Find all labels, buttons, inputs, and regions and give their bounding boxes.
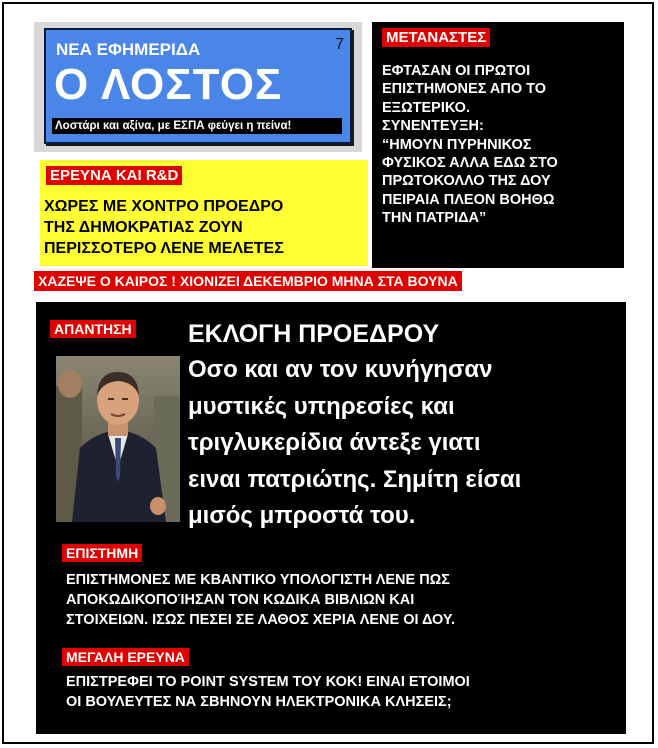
story-line: ΕΠΙΣΤΗΜΟΝΕΣ ΜΕ ΚΒΑΝΤΙΚΟ ΥΠΟΛΟΓΙΣΤΗ ΛΕΝΕ ΠΩΣ (66, 572, 451, 588)
story-line: ΠΡΩΤΟΚΟΛΛΟ ΤΗΣ ΔΟΥ (382, 173, 551, 190)
main-panel (36, 302, 626, 734)
migrants-label: ΜΕΤΑΝΑΣΤΕΣ (382, 28, 490, 47)
story-line: ΕΠΙΣΤΡΕΦΕΙ ΤΟ POINT SYSTEM ΤΟΥ ΚΟΚ! ΕΙΝΑΙ ΕΤΟΙΜΟΙ (66, 674, 470, 690)
story-line: ΣΥΝΕΝΤΕΥΞΗ: (382, 118, 484, 135)
story-line: ΕΦΤΑΣΑΝ ΟΙ ΠΡΩΤΟΙ (382, 63, 531, 79)
issue-number: 7 (335, 36, 344, 53)
masthead-kicker: ΝΕΑ ΕΦΗΜΕΡΙΔΑ (56, 40, 201, 59)
research-body (44, 196, 364, 259)
story-line: ΕΠΙΣΤΗΜΟΝΕΣ ΑΠΟ ΤΟ (382, 81, 547, 98)
masthead (44, 28, 352, 144)
newspaper-page (2, 2, 654, 744)
story-line: μυστικές υπηρεσίες και (188, 392, 455, 420)
story-line: μισός μπροστά του. (188, 502, 416, 529)
story-line: ΕΞΩΤΕΡΙΚΟ. (382, 99, 470, 116)
story-line: ΠΕΡΙΣΣΟΤΕΡΟ ΛΕΝΕ ΜΕΛΕΤΕΣ (44, 240, 284, 257)
story-line: ειναι πατριώτης. Σημίτη είσαι (188, 465, 522, 493)
story-line: ΦΥΣΙΚΟΣ ΑΛΛΑ ΕΔΩ ΣΤΟ (382, 155, 558, 172)
newspaper-title: Ο ΛΟΣΤΟΣ (54, 60, 283, 109)
newspaper-slogan: Λοστάρι και αξίνα, με ΕΣΠΑ φεύγει η πείνα! (52, 118, 342, 134)
main-story (188, 352, 618, 535)
research-story (40, 160, 368, 266)
story-line: Οσο και αν τον κυνήγησαν (188, 356, 493, 383)
main-headline: ΕΚΛΟΓΗ ΠΡΟΕΔΡΟΥ (188, 320, 440, 348)
portrait-photo (56, 356, 180, 522)
migrants-body (382, 62, 618, 228)
story-line: ΤΗΝ ΠΑΤΡΙΔΑ” (382, 210, 487, 227)
migrants-story (372, 22, 624, 268)
story-line: ΧΩΡΕΣ ΜΕ ΧΟΝΤΡΟ ΠΡΟΕΔΡΟ (44, 198, 284, 215)
answer-label: ΑΠΑΝΤΗΣΗ (50, 320, 136, 338)
story-line: ΤΗΣ ΔΗΜΟΚΡΑΤΙΑΣ ΖΟΥΝ (44, 219, 243, 236)
story-line: τριγλυκερίδια άντεξε γιατι (188, 429, 481, 456)
science-body (66, 570, 616, 630)
big-research-label: ΜΕΓΑΛΗ ΕΡΕΥΝΑ (62, 648, 189, 666)
story-line: ΑΠΟΚΩΔΙΚΟΠΟΊΗΣΑΝ ΤΟΝ ΚΩΔΙΚΑ ΒΙΒΛΙΩΝ ΚΑΙ (66, 592, 415, 608)
weather-headline: ΧΑΖΕΨΕ Ο ΚΑΙΡΟΣ ! ΧΙΟΝΙΖΕΙ ΔΕΚΕΜΒΡΙΟ ΜΗΝΑ ΣΤΑ ΒΟΥΝΑ (34, 271, 462, 291)
science-label: ΕΠΙΣΤΗΜΗ (62, 544, 142, 562)
big-research-body (66, 672, 616, 712)
story-line: ΣΤΟΙΧΕΙΩΝ. ΙΣΩΣ ΠΕΣΕΙ ΣΕ ΛΑΘΟΣ ΧΕΡΙΑ ΛΕΝΕ ΟΙ ΔΟΥ. (66, 612, 456, 628)
story-line: “ΗΜΟΥΝ ΠΥΡΗΝΙΚΟΣ (382, 136, 532, 153)
story-line: ΟΙ ΒΟΥΛΕΥΤΕΣ ΝΑ ΣΒΗΝΟΥΝ ΗΛΕΚΤΡΟΝΙΚΑ ΚΛΗΣΕΙΣ; (66, 694, 452, 710)
portrait-illustration (56, 356, 180, 522)
research-label: ΕΡΕΥΝΑ ΚΑΙ R&D (46, 166, 182, 185)
story-line: ΠΕΙΡΑΙΑ ΠΛΕΟΝ ΒΟΗΘΩ (382, 191, 555, 208)
